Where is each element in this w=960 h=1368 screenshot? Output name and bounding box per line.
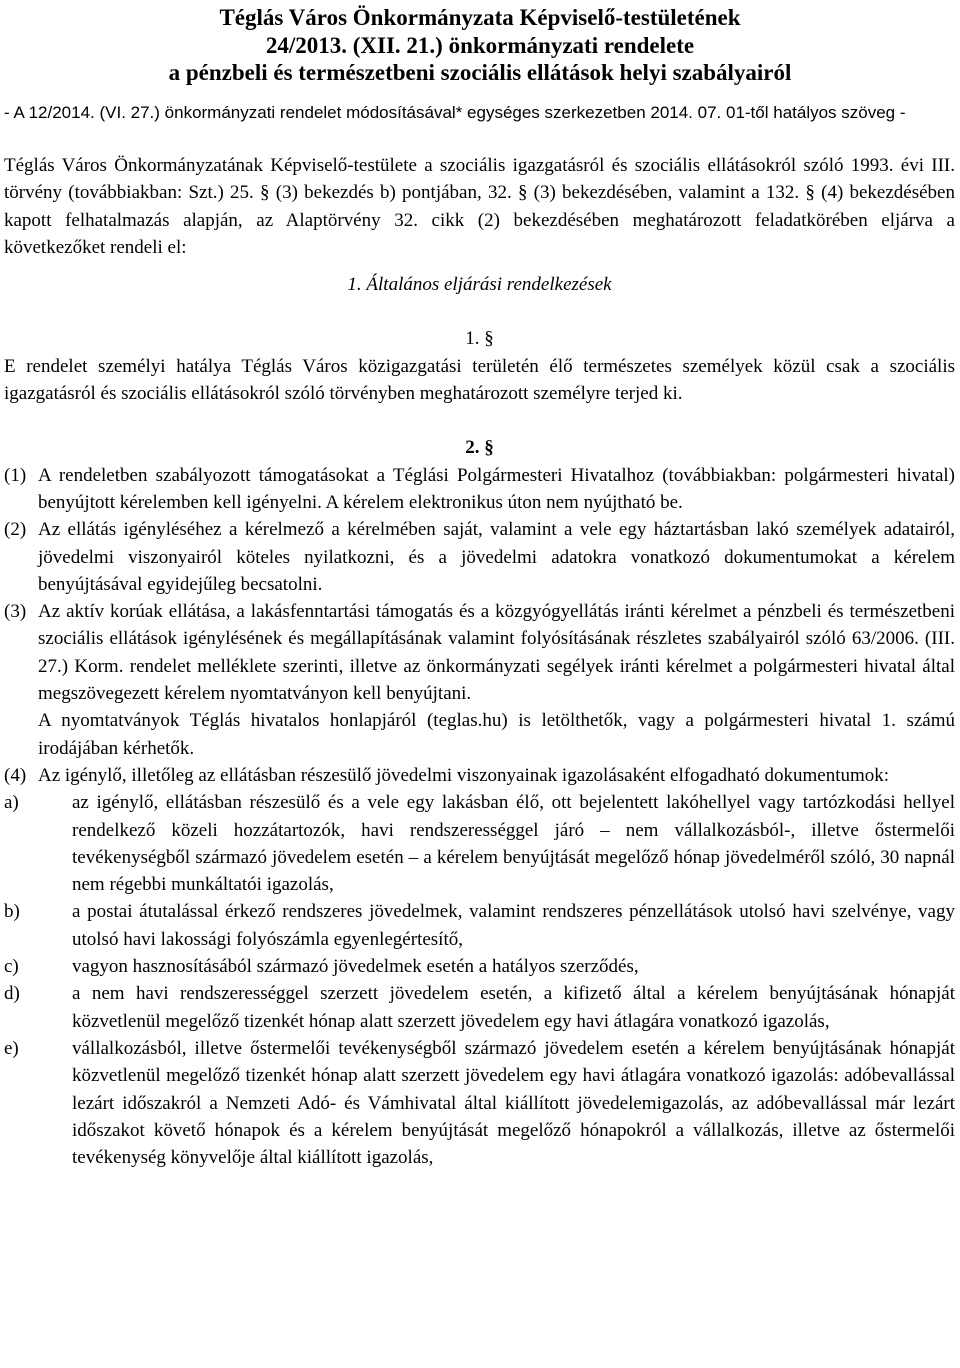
list-item-text: a postai átutalással érkező rendszeres jövedelmek, valamint rendszeres pénzellátások utolsó havi szelvénye, vagy utolsó havi lakossági folyószámla egyenlegértesítő,: [72, 901, 955, 950]
section-1-heading: 1. §: [465, 328, 494, 350]
document-subtitle: - A 12/2014. (VI. 27.) önkormányzati rendelet módosításával* egységes szerkezetben 2014. 07. 01-től hatályos szöveg -: [4, 103, 906, 122]
list-item: [4, 898, 955, 953]
list-item: [4, 1035, 955, 1171]
list-item: [4, 980, 955, 1035]
paragraph-text: Az igénylő, illetőleg az ellátásban részesülő jövedelmi viszonyainak igazolásaként elfogadható dokumentumok:: [38, 764, 890, 786]
section-2-heading: 2. §: [465, 437, 494, 459]
list-item-text: a nem havi rendszerességgel szerzett jövedelem esetén, a kifizető által a kérelem benyújtásának hónapját közvetlenül megelőző tizenkét hónap alatt szerzett jövedelem egy havi átlagára vonatkozó igazolás,: [72, 983, 955, 1032]
list-item-label: c): [4, 956, 19, 978]
title-line-2: 24/2013. (XII. 21.) önkormányzati rendelete: [265, 32, 695, 58]
list-item-label: b): [4, 901, 20, 923]
paragraph-number: (3): [4, 601, 27, 623]
paragraph-text-continued: A nyomtatványok Téglás hivatalos honlapjáról (teglas.hu) is letölthetők, vagy a polgármesteri hivatal 1. számú irodájában kérhetők.: [38, 710, 955, 759]
list-item-label: a): [4, 792, 19, 814]
list-item-text: vagyon hasznosításából származó jövedelmek esetén a hatályos szerződés,: [72, 956, 639, 978]
paragraph-text: Az ellátás igényléséhez a kérelmező a kérelmében saját, valamint a vele egy háztartásban lakó személyek adatairól, jövedelmi viszonyairól köteles nyilatkozni, és a jövedelmi adatokra vonatkozó dokumentumokat a kérelem benyújtásával egyidejűleg becsatolni.: [38, 519, 955, 595]
paragraph-4: [4, 762, 955, 789]
list-item-text: az igénylő, ellátásban részesülő és a vele egy lakásban élő, ott bejelentett lakóhellyel vagy tartózkodási hellyel rendelkező közeli hozzátartozók, havi rendszerességgel járó – nem vállalkozásból-, illetve őstermelői tevékenységből származó jövedelem esetén – a kérelem benyújtását megelőző hónap jövedelméről szóló, 30 napnál nem régebbi munkáltatói igazolás,: [72, 792, 955, 896]
chapter-heading: 1. Általános eljárási rendelkezések: [347, 274, 612, 296]
list-item-label: e): [4, 1037, 19, 1059]
paragraph-body: [38, 598, 955, 762]
preamble: Téglás Város Önkormányzatának Képviselő-testülete a szociális igazgatásról és szociális ellátásokról szóló 1993. évi III. törvény (továbbiakban: Szt.) 25. § (3) bekezdés b) pontjában, 32. § (3) bekezdésében, valamint a 132. § (4) bekezdésében kapott felhatalmazás alapján, az Alaptörvény 32. cikk (2) bekezdésében meghatározott feladatkörében eljárva a következőket rendeli el:: [4, 155, 955, 258]
paragraph-1: [4, 462, 955, 517]
document-title: [0, 4, 960, 87]
paragraph-2: [4, 516, 955, 598]
paragraph-3: [4, 598, 955, 762]
list-item-text: vállalkozásból, illetve őstermelői tevékenységből származó jövedelem esetén a kérelem benyújtásának hónapját közvetlenül megelőző tizenkét hónap alatt szerzett jövedelem egy havi átlagára vonatkozó igazolás: adóbevallással lezárt időszakról a Nemzeti Adó- és Vámhivatal által kiállított jövedelemigazolás, az adóbevallással már lezárt időszakot követő hónapok és a kérelem benyújtását megelőző hónapokról a vállalkozás, illetve az őstermelői tevékenység könyvelője által kiállított igazolás,: [72, 1037, 955, 1169]
paragraph-number: (1): [4, 464, 27, 486]
paragraph-text: A rendeletben szabályozott támogatásokat a Téglási Polgármesteri Hivatalhoz (továbbiakban: polgármesteri hivatal) benyújtott kérelemben kell igényelni. A kérelem elektronikus úton nem nyújtható be.: [38, 464, 955, 513]
document-body: [4, 143, 955, 1171]
section-1-text: E rendelet személyi hatálya Téglás Város közigazgatási területén élő természetes személyek közül csak a szociális igazgatásról és szociális ellátásokról szóló törvényben meghatározott személyre terjed ki.: [4, 355, 955, 405]
list-item-label: d): [4, 983, 20, 1005]
paragraph-number: (4): [4, 764, 27, 786]
title-line-3: a pénzbeli és természetbeni szociális ellátások helyi szabályairól: [168, 60, 792, 85]
list-item: [4, 953, 955, 980]
title-line-1: Téglás Város Önkormányzata Képviselő-testületének: [219, 5, 741, 30]
paragraph-text: Az aktív korúak ellátása, a lakásfenntartási támogatás és a közgyógyellátás iránti kérelmet a pénzbeli és természetbeni szociális ellátások igénylésének és megállapításának valamint folyósításának részletes szabályairól szóló 63/2006. (III. 27.) Korm. rendelet melléklete szerinti, illetve az önkormányzati segélyek iránti kérelmet a polgármesteri hivatal által megszövegezett kérelem nyomtatványon kell benyújtani.: [38, 601, 955, 705]
paragraph-number: (2): [4, 519, 27, 541]
list-item: [4, 789, 955, 898]
